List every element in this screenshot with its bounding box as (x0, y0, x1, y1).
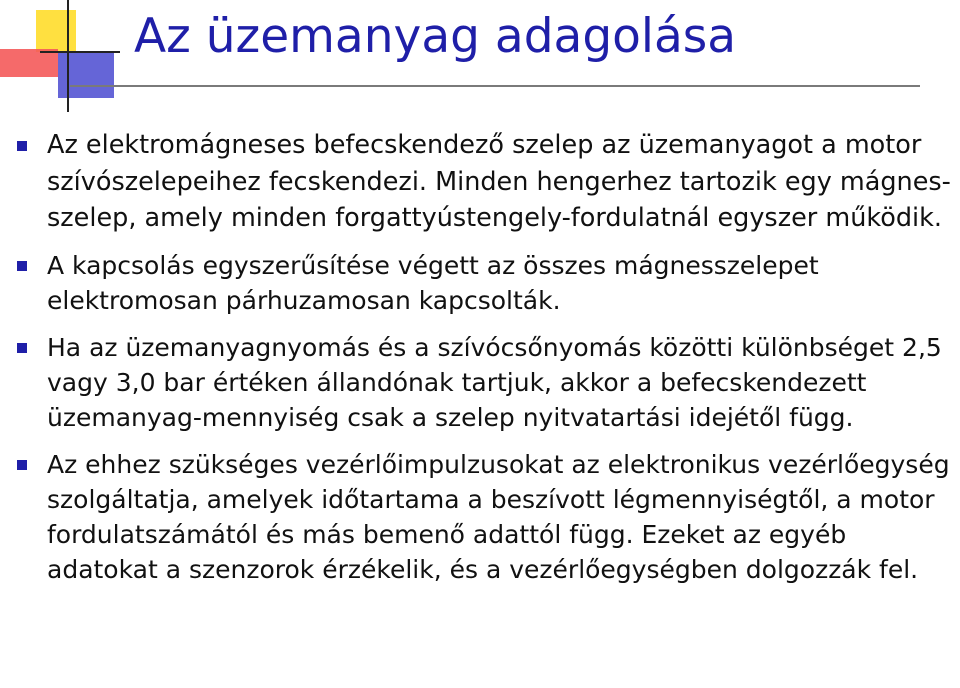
slide-logo-decoration (0, 0, 130, 112)
square-bullet-icon (17, 141, 27, 151)
bullet-text: Az elektromágneses befecskendező szelep az üzemanyagot a motor szívószelepeihez fecskendezi. Minden hengerhez tartozik egy mágnes-szelep, amely minden forgattyústengely-fordulatnál egyszer működik. (47, 130, 951, 233)
logo-red-square (0, 49, 58, 77)
bullet-item (0, 447, 960, 587)
bullet-item (0, 248, 960, 318)
bullet-text: Az ehhez szükséges vezérlőimpulzusokat az elektronikus vezérlőegység szolgáltatja, amelyek időtartama a beszívott légmennyiségtől, a motor fordulatszámától és más bemenő adattól függ. Ezeket az egyéb adatokat a szenzorok érzékelik, és a vezérlőegységben dolgozzák fel. (47, 449, 950, 584)
bullet-item (0, 330, 960, 435)
square-bullet-icon (17, 343, 27, 353)
bullet-text: Ha az üzemanyagnyomás és a szívócsőnyomás közötti különbséget 2,5 vagy 3,0 bar értéken állandónak tartjuk, akkor a befecskendezett üzemanyag-mennyiség csak a szelep nyitvatartási idejétől függ. (47, 332, 942, 432)
square-bullet-icon (17, 460, 27, 470)
bullet-text: A kapcsolás egyszerűsítése végett az összes mágnesszelepet elektromosan párhuzamosan kapcsolták. (47, 250, 819, 315)
bullet-item (0, 127, 960, 237)
logo-yellow-square (36, 10, 76, 52)
logo-blue-square (58, 53, 114, 98)
title-divider (70, 85, 920, 87)
bullet-list (0, 127, 960, 587)
square-bullet-icon (17, 261, 27, 271)
slide-title: Az üzemanyag adagolása (134, 9, 737, 64)
